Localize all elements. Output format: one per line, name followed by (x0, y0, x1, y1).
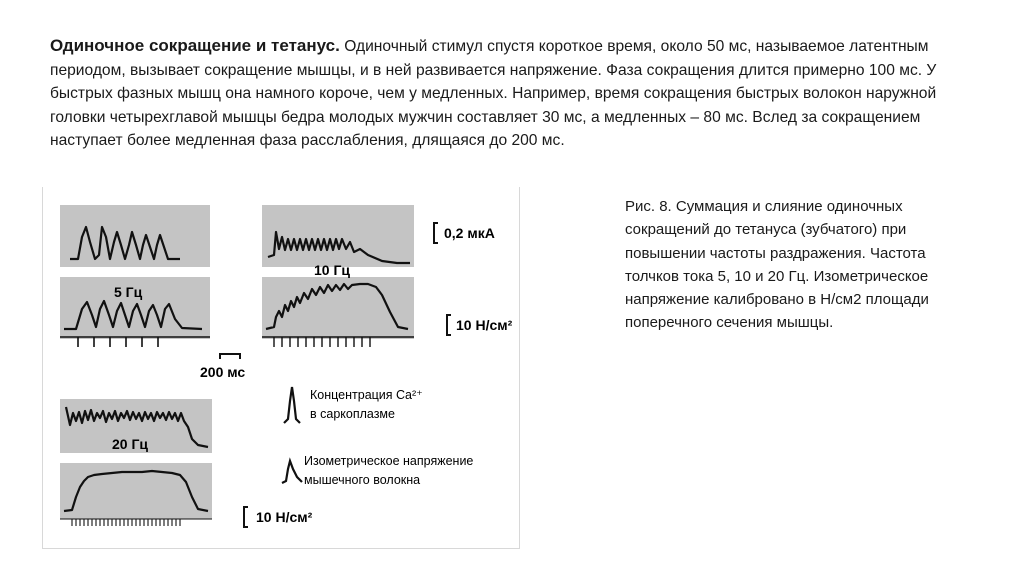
scale-tension-1-label: 10 Н/см² (456, 317, 513, 333)
scale-bracket-tension-2 (244, 507, 248, 527)
figure-8 (42, 187, 520, 549)
figure-caption: Рис. 8. Суммация и слияние одиночных сокращений до тетануса (зубчатого) при повышении частоты раздражения. Частота толчков тока 5, 10 и 20 Гц. Изометрическое напряжение калибровано в Н/см2 площади поперечного сечения мышцы. (625, 198, 929, 332)
legend-tension-line2: мышечного волокна (304, 473, 421, 487)
scale-tension-2-label: 10 Н/см² (256, 509, 313, 525)
figure-svg (42, 187, 520, 549)
scale-current-label: 0,2 мкА (444, 225, 495, 241)
scale-bracket-current (434, 223, 438, 243)
paragraph-heading: Одиночное сокращение и тетанус. (50, 36, 340, 55)
scale-bracket-time (220, 354, 240, 359)
legend-ca-shape (284, 387, 300, 423)
label-10hz: 10 Гц (314, 262, 351, 278)
scale-time-label: 200 мс (200, 364, 246, 380)
legend-tension-shape (282, 461, 302, 483)
label-5hz: 5 Гц (114, 284, 143, 300)
label-20hz: 20 Гц (112, 436, 149, 452)
legend-ca-line1: Концентрация Ca²⁺ (310, 388, 423, 402)
intro-paragraph (50, 34, 980, 153)
panel-ca-10hz (262, 205, 414, 267)
stimulus-ticks-20hz (60, 519, 212, 526)
paragraph-text: Одиночный стимул спустя короткое время, около 50 мс, называемое латентным периодом, вызывает сокращение мышцы, и в ней развивается напряжение. Фаза сокращения длится примерно 100 мс. У быстрых фазных мышц она намного короче, чем у медленных. Например, время сокращения быстрых волокон наружной головки четырехглавой мышцы бедра молодых мужчин составляет 30 мс, а медленных – 80 мс. Вслед за сокращением наступает более медленная фаза расслабления, длящаяся до 200 мс. (50, 38, 937, 149)
scale-bracket-tension-1 (447, 315, 451, 335)
legend-ca-line2: в саркоплазме (310, 407, 395, 421)
legend-tension-line1: Изометрическое напряжение (304, 454, 474, 468)
